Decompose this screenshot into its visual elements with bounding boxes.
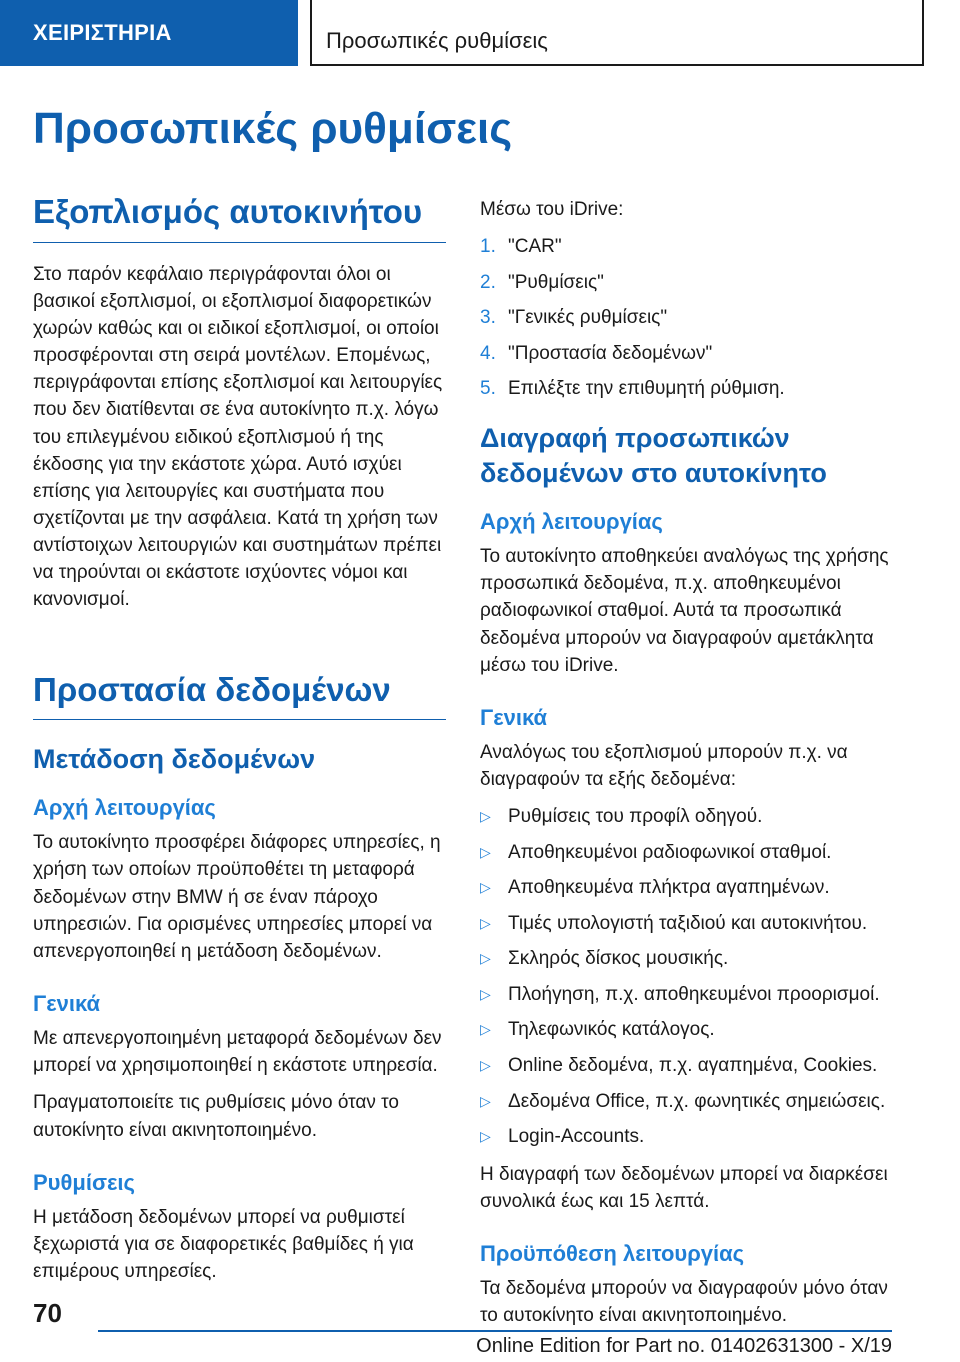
page-number: 70 xyxy=(33,1298,62,1328)
section-heading-equipment: Εξοπλισμός αυτοκινήτου xyxy=(33,166,446,243)
list-item xyxy=(480,803,893,831)
prerequisite-text: Τα δεδομένα μπορούν να διαγραφούν μόνο όταν το αυτοκίνητο είναι ακινητοποιημένο. xyxy=(480,1277,888,1327)
triangle-bullet-icon: ▷ xyxy=(480,1057,491,1073)
footer-edition: Online Edition for Part no. 01402631300 - X/19 xyxy=(476,1335,892,1357)
steps-list xyxy=(480,233,893,403)
triangle-bullet-icon: ▷ xyxy=(480,1021,491,1038)
list-item-text: Πλοήγηση, π.χ. αποθηκευμένοι προορισμοί. xyxy=(508,983,880,1005)
principle-text: Το αυτοκίνητο προσφέρει διάφορες υπηρεσίες, η χρήση των οποίων προϋποθέτει τη μεταφορά δεδομένων στην BMW ή σε έναν πάροχο υπηρεσιών. Για ορισμένες υπηρεσίες μπορεί να απενεργοποιηθεί η μετάδοση δεδομένων. xyxy=(33,832,441,962)
list-item xyxy=(480,1088,893,1116)
step-text: "CAR" xyxy=(508,236,562,258)
triangle-bullet-icon: ▷ xyxy=(480,1092,491,1109)
deletable-data-list xyxy=(480,803,893,1150)
heading-settings: Ρυθμίσεις xyxy=(33,1169,135,1195)
triangle-bullet-icon: ▷ xyxy=(480,843,491,860)
step-text: Επιλέξτε την επιθυμητή ρύθμιση. xyxy=(508,378,785,400)
list-item-text: Ρυθμίσεις του προφίλ οδηγού. xyxy=(508,806,763,828)
equipment-text: Στο παρόν κεφάλαιο περιγράφονται όλοι οι βασικοί εξοπλισμοί, οι εξοπλισμοί διαφορετικών χωρών καθώς και οι ειδικοί εξοπλισμοί, οι οποίοι προσφέρονται στη σειρά μοντέλων. Επομένως, περιγράφονται επίσης εξοπλισμοί και λειτουργίες που δεν διατίθενται σε ένα αυτοκίνητο π.χ. λόγω του επιλεγμένου ειδικού εξοπλισμού ή της έκδοσης για την εκάστοτε χώρα. Αυτό ισχύει επίσης για λειτουργίες και συστήματα που σχετίζονται με την ασφάλεια. Κατά τη χρήση των αντίστοιχων λειτουργιών και συστημάτων πρέπει να τηρούνται οι εκάστοτε ισχύοντες νόμοι και κανονισμοί. xyxy=(33,263,443,611)
triangle-bullet-icon: ▷ xyxy=(480,950,491,967)
subheading-delete-data: Διαγραφή προσωπικών δεδομένων στο αυτοκίνητο xyxy=(480,422,827,488)
list-item xyxy=(480,981,893,1009)
right-column xyxy=(480,196,893,1339)
list-item xyxy=(480,910,893,938)
list-item-text: Δεδομένα Office, π.χ. φωνητικές σημειώσεις. xyxy=(508,1090,886,1112)
duration-text: Η διαγραφή των δεδομένων μπορεί να διαρκέσει συνολικά έως και 15 λεπτά. xyxy=(480,1163,888,1212)
heading-principle-right: Αρχή λειτουργίας xyxy=(480,509,663,535)
chapter-tab: ΧΕΙΡΙΣΤΗΡΙΑ xyxy=(0,0,298,66)
settings-text: Η μετάδοση δεδομένων μπορεί να ρυθμιστεί ξεχωριστά για σε διαφορετικές βαθμίδες ή για επιμέρους υπηρεσίες. xyxy=(33,1206,414,1283)
step-text: "Γενικές ρυθμίσεις" xyxy=(508,307,668,329)
general-text-right: Αναλόγως του εξοπλισμού μπορούν π.χ. να διαγραφούν τα εξής δεδομένα: xyxy=(480,741,848,791)
list-item-text: Σκληρός δίσκος μουσικής. xyxy=(508,948,729,970)
step-text: "Ρυθμίσεις" xyxy=(508,271,604,293)
step-item xyxy=(480,269,893,297)
idrive-intro: Μέσω του iDrive: xyxy=(480,199,624,220)
subheading-data-transfer: Μετάδοση δεδομένων xyxy=(33,744,316,775)
triangle-bullet-icon: ▷ xyxy=(480,1128,491,1145)
section-heading-data-protection: Προστασία δεδομένων xyxy=(33,644,446,721)
header-divider xyxy=(310,0,312,66)
list-item xyxy=(480,874,893,902)
triangle-bullet-icon: ▷ xyxy=(480,985,491,1002)
step-number: 3. xyxy=(480,307,496,329)
step-item xyxy=(480,304,893,332)
running-header-title: Προσωπικές ρυθμίσεις xyxy=(326,28,548,53)
list-item xyxy=(480,839,893,867)
step-number: 1. xyxy=(480,236,496,258)
list-item xyxy=(480,1052,893,1080)
left-column xyxy=(33,166,446,1295)
triangle-bullet-icon: ▷ xyxy=(480,914,491,931)
list-item-text: Login-Accounts. xyxy=(508,1126,645,1148)
list-item xyxy=(480,945,893,973)
step-number: 4. xyxy=(480,342,496,364)
list-item-text: Τιμές υπολογιστή ταξιδιού και αυτοκινήτου. xyxy=(508,912,868,934)
footer-rule xyxy=(98,1330,892,1332)
step-item xyxy=(480,340,893,368)
step-text: "Προστασία δεδομένων" xyxy=(508,342,713,364)
header-rule xyxy=(310,64,924,66)
triangle-bullet-icon: ▷ xyxy=(480,808,491,825)
principle-text-right: Το αυτοκίνητο αποθηκεύει αναλόγως της χρήσης προσωπικά δεδομένα, π.χ. αποθηκευμένοι ραδιοφωνικοί σταθμοί. Αυτά τα προσωπικά δεδομένα μπορούν να διαγραφούν αμετάκλητα μέσω του iDrive. xyxy=(480,546,889,676)
triangle-bullet-icon: ▷ xyxy=(480,879,491,896)
header-end-line xyxy=(922,0,924,66)
general-text-1: Με απενεργοποιημένη μεταφορά δεδομένων δεν μπορεί να χρησιμοποιηθεί η εκάστοτε υπηρεσία. xyxy=(33,1028,442,1077)
step-number: 5. xyxy=(480,378,496,400)
step-number: 2. xyxy=(480,271,496,293)
step-item xyxy=(480,233,893,261)
step-item xyxy=(480,375,893,403)
heading-prerequisite: Προϋπόθεση λειτουργίας xyxy=(480,1240,745,1266)
list-item xyxy=(480,1016,893,1044)
heading-principle: Αρχή λειτουργίας xyxy=(33,795,216,821)
list-item xyxy=(480,1123,893,1151)
list-item-text: Τηλεφωνικός κατάλογος. xyxy=(508,1019,715,1041)
heading-general-right: Γενικά xyxy=(480,704,548,730)
general-text-2: Πραγματοποιείτε τις ρυθμίσεις μόνο όταν το αυτοκίνητο είναι ακινητοποιημένο. xyxy=(33,1092,399,1141)
list-item-text: Αποθηκευμένοι ραδιοφωνικοί σταθμοί. xyxy=(508,841,832,863)
heading-general: Γενικά xyxy=(33,991,101,1017)
list-item-text: Αποθηκευμένα πλήκτρα αγαπημένων. xyxy=(508,877,830,899)
list-item-text: Online δεδομένα, π.χ. αγαπημένα, Cookies. xyxy=(508,1055,878,1076)
page-title: Προσωπικές ρυθμίσεις xyxy=(33,104,513,153)
